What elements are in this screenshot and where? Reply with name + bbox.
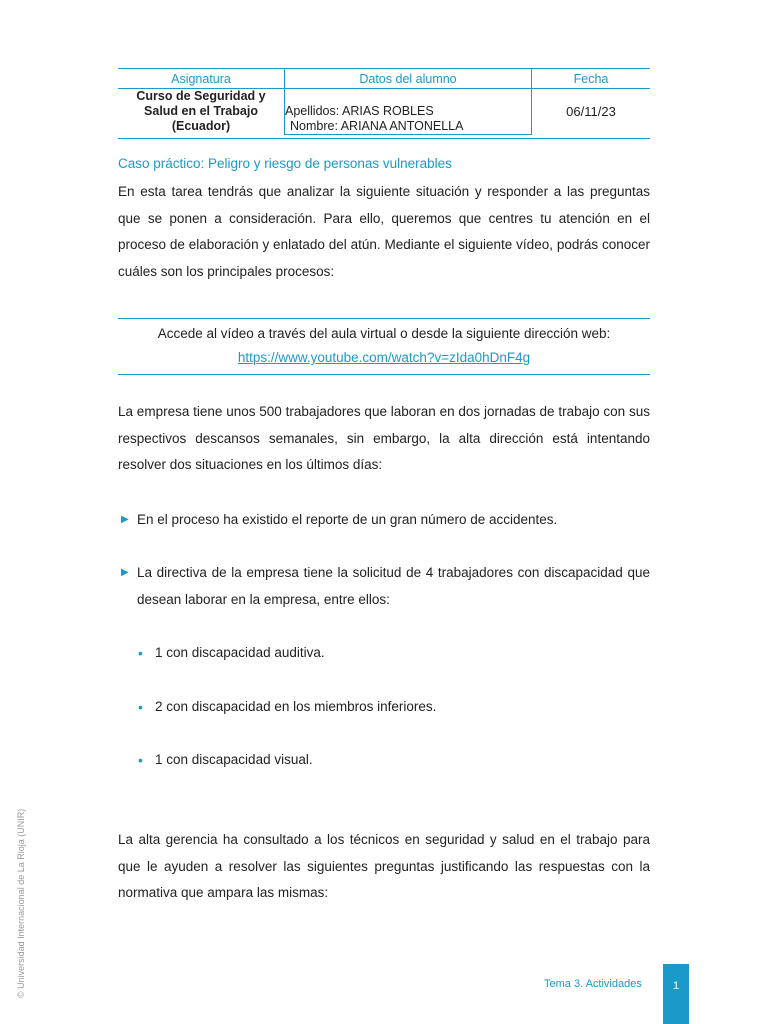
header-student-col: Datos del alumno [285, 69, 532, 89]
list-item: • 1 con discapacidad auditiva. [136, 640, 325, 667]
list-item: ▶ En el proceso ha existido el reporte de un gran número de accidentes. [118, 507, 650, 534]
intro-paragraph: En esta tarea tendrás que analizar la siguiente situación y responder a las preguntas que se ponen a consideración. Para ello, queremos que centres tu atención en el proceso de elaboración y enlatado del atún. Mediante el siguiente vídeo, podrás conocer cuáles son los principales procesos: [118, 184, 650, 279]
dot-bullet-icon: • [138, 699, 143, 715]
name-cell: Nombre: ARIANA ANTONELLA [290, 119, 464, 133]
closing-paragraph: La alta gerencia ha consultado a los técnicos en seguridad y salud en el trabajo para que le ayuden a resolver las siguientes preguntas justificando las respuestas con la normativa que ampara las mismas: [118, 832, 650, 900]
subject-line-1: Curso de Seguridad y [136, 89, 266, 103]
list-item: ▶ La directiva de la empresa tiene la solicitud de 4 trabajadores con discapacidad que desean laborar en la empresa, entre ellos: [118, 560, 650, 613]
page-number: 1 [663, 964, 689, 1024]
subject-line-2: Salud en el Trabajo [144, 104, 258, 118]
link-intro: Accede al vídeo a través del aula virtual o desde la siguiente dirección web: [157, 326, 611, 341]
company-paragraph: La empresa tiene unos 500 trabajadores que laboran en dos jornadas de trabajo con sus respectivos descansos semanales, sin embargo, la alta dirección está intentando resolver dos situaciones en los últimos días: [118, 404, 650, 472]
youtube-link[interactable]: https://www.youtube.com/watch?v=zIda0hDnF4g [237, 350, 531, 365]
footer-section-label: Tema 3. Actividades [544, 978, 642, 990]
triangle-bullet-icon: ▶ [121, 567, 129, 578]
date-cell: 06/11/23 [532, 89, 651, 135]
list-item: • 2 con discapacidad en los miembros inferiores. [136, 694, 436, 721]
video-link-box [118, 318, 650, 375]
document-page [118, 68, 650, 900]
list-item: • 1 con discapacidad visual. [136, 747, 313, 774]
subject-line-3: (Ecuador) [171, 119, 231, 133]
case-title: Caso práctico: Peligro y riesgo de personas vulnerables [118, 156, 452, 171]
copyright-notice: © Universidad Internacional de La Rioja (UNIR) [16, 808, 26, 998]
header-subject-col: Asignatura [118, 69, 285, 89]
header-date-col: Fecha [532, 69, 651, 89]
dot-bullet-icon: • [138, 645, 143, 661]
header-bottom-rule [118, 138, 650, 139]
triangle-bullet-icon: ▶ [121, 514, 129, 525]
dot-bullet-icon: • [138, 752, 143, 768]
surname-cell: Apellidos: ARIAS ROBLES [285, 89, 532, 135]
